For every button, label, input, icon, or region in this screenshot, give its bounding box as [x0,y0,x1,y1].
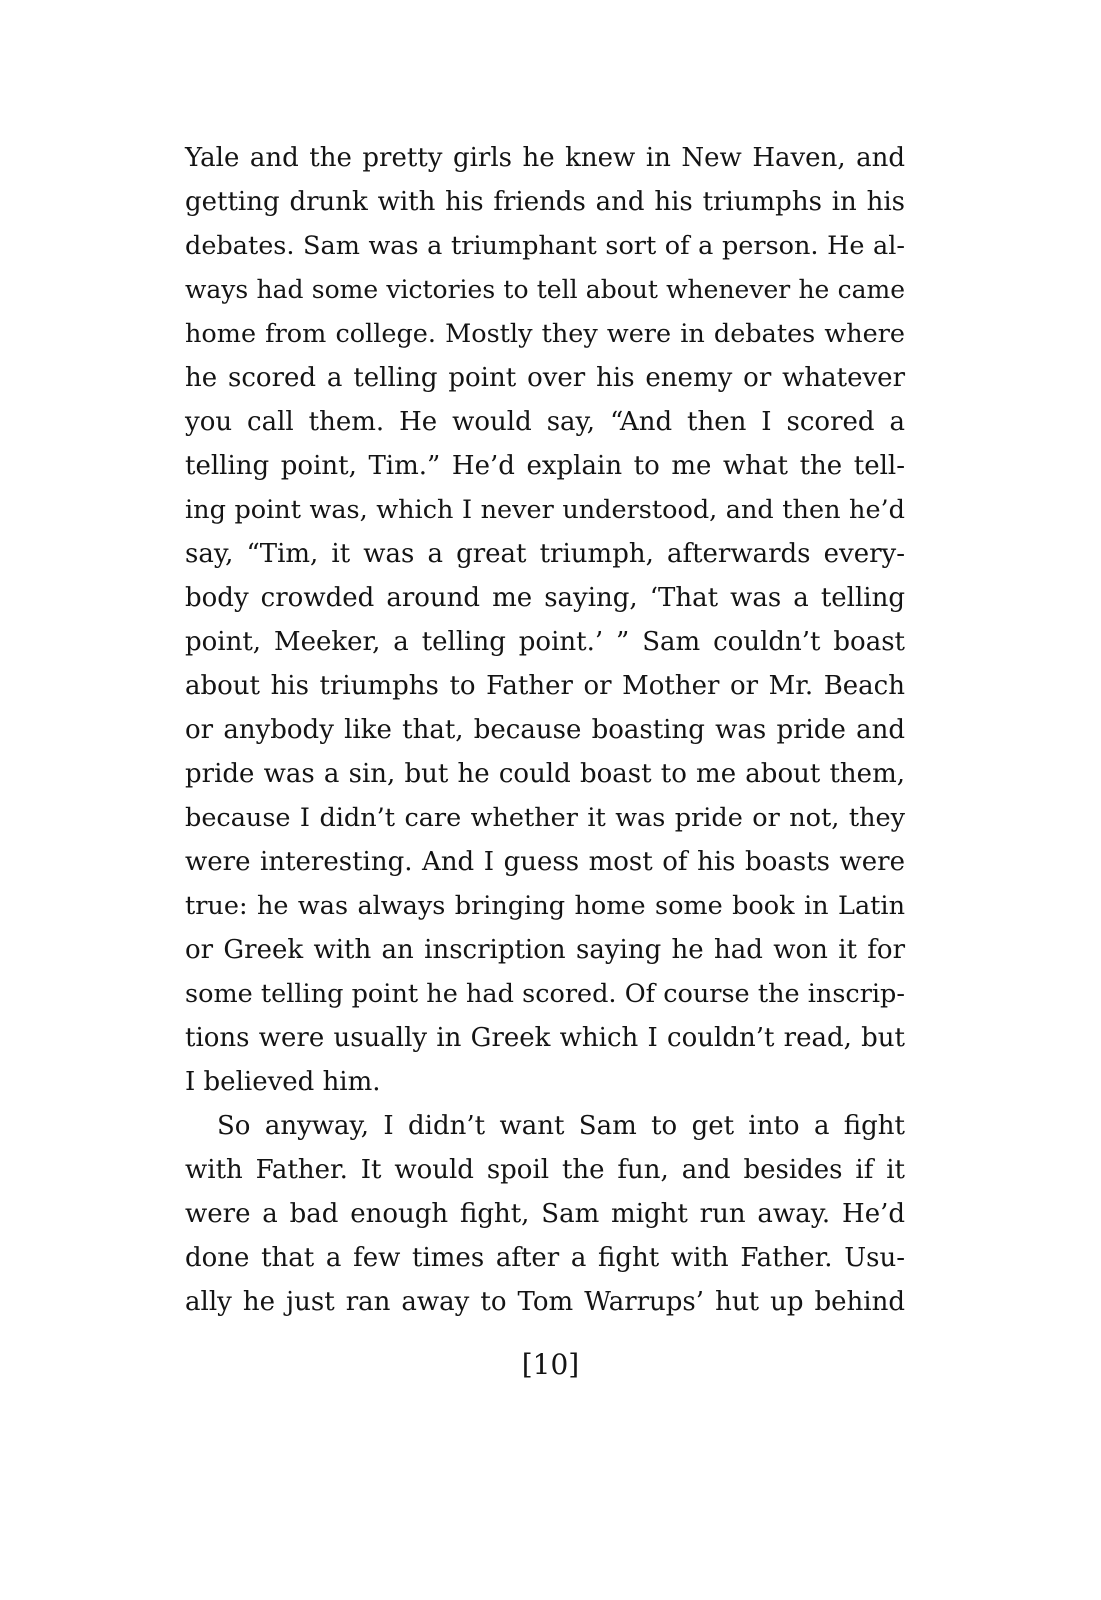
text-line: ally he just ran away to Tom Warrups’ hut up behind [185,1287,905,1317]
text-line: true: he was always bringing home some book in Latin [185,891,905,921]
text-line: or Greek with an inscription saying he had won it for [185,935,905,965]
paragraph-2 [185,1104,905,1324]
text-line: because I didn’t care whether it was pride or not, they [185,803,905,833]
page-number: [10] [521,1348,580,1381]
text-line: debates. Sam was a triumphant sort of a person. He al- [185,231,905,261]
text-line: home from college. Mostly they were in debates where [185,319,905,349]
body-text [185,136,905,1324]
text-line: So anyway, I didn’t want Sam to get into a fight [217,1111,905,1141]
text-line: or anybody like that, because boasting was pride and [185,715,905,745]
text-line: tions were usually in Greek which I couldn’t read, but [185,1023,905,1053]
text-line: Yale and the pretty girls he knew in New Haven, and [185,143,905,173]
text-line: about his triumphs to Father or Mother or Mr. Beach [185,671,905,701]
text-line: with Father. It would spoil the fun, and besides if it [185,1155,905,1185]
text-line: I believed him. [185,1067,381,1097]
text-line: done that a few times after a fight with Father. Usu- [185,1243,905,1273]
text-line: point, Meeker, a telling point.’ ” Sam couldn’t boast [185,627,905,657]
text-line: telling point, Tim.” He’d explain to me what the tell- [185,451,905,481]
text-line: ways had some victories to tell about whenever he came [185,275,905,304]
text-line: ing point was, which I never understood, and then he’d [185,495,905,525]
text-line: body crowded around me saying, ‘That was a telling [185,583,905,613]
text-line: some telling point he had scored. Of course the inscrip- [185,979,905,1009]
paragraph-1 [185,136,905,1104]
text-line: were interesting. And I guess most of his boasts were [185,847,905,877]
text-line: he scored a telling point over his enemy or whatever [185,363,905,393]
text-line: say, “Tim, it was a great triumph, afterwards every- [185,539,905,569]
text-line: getting drunk with his friends and his triumphs in his [185,187,905,217]
text-line: were a bad enough fight, Sam might run away. He’d [185,1199,905,1229]
text-line: you call them. He would say, “And then I scored a [185,407,905,437]
text-line: pride was a sin, but he could boast to me about them, [185,759,905,789]
